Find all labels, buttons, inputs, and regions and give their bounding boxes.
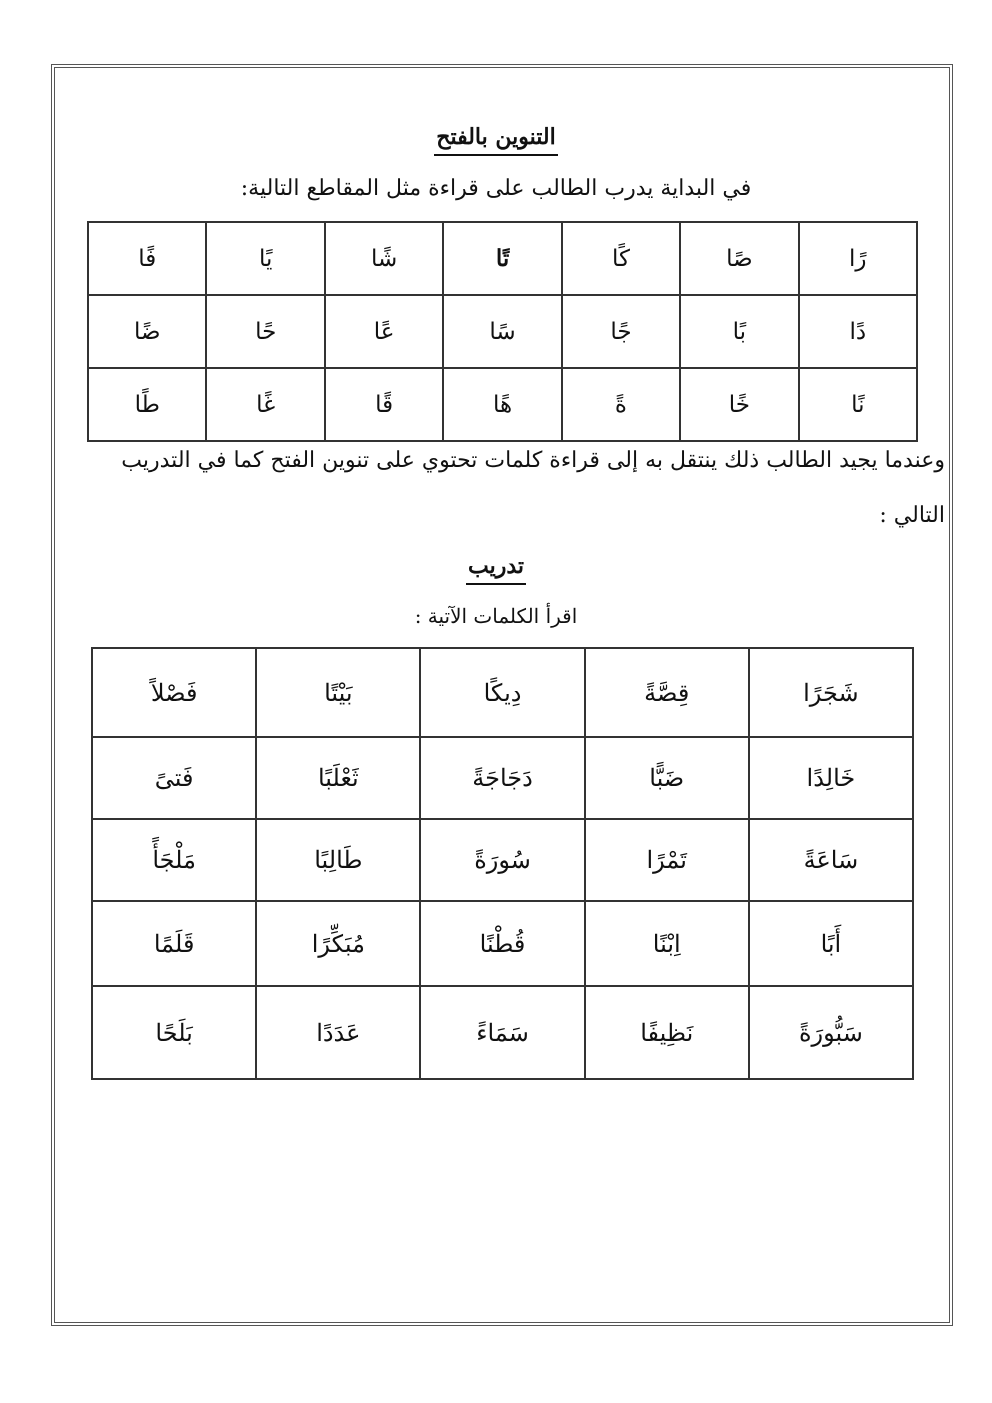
instruction-text: اقرأ الكلمات الآتية : xyxy=(414,604,578,628)
syllable-cell: رًا xyxy=(799,222,917,295)
table-row xyxy=(92,986,913,1079)
words-table xyxy=(91,647,914,1080)
syllable-cell: فًا xyxy=(88,222,206,295)
syllable-cell: جًا xyxy=(562,295,680,368)
table-row xyxy=(92,737,913,819)
word-cell: مَلْجَأً xyxy=(92,819,256,901)
heading-tanween-fath: التنوين بالفتح xyxy=(0,124,992,156)
table-row xyxy=(88,222,917,295)
word-cell: نَظِيفًا xyxy=(585,986,749,1079)
syllable-cell: صًا xyxy=(680,222,798,295)
paragraph-line-2: التالي : xyxy=(879,503,945,528)
word-cell: دِيكًا xyxy=(420,648,584,737)
word-cell: سُورَةً xyxy=(420,819,584,901)
word-cell: خَالِدًا xyxy=(749,737,913,819)
syllable-cell: غًا xyxy=(206,368,324,441)
syllable-cell: يًا xyxy=(206,222,324,295)
word-cell: تَمْرًا xyxy=(585,819,749,901)
syllable-cell: طًا xyxy=(88,368,206,441)
syllable-cell: نًا xyxy=(799,368,917,441)
word-cell: سَمَاءً xyxy=(420,986,584,1079)
syllables-table xyxy=(87,221,918,442)
word-cell: سَاعَةً xyxy=(749,819,913,901)
word-cell: سَبُّورَةً xyxy=(749,986,913,1079)
word-cell: قِصَّةً xyxy=(585,648,749,737)
paragraph-line-1: وعندما يجيد الطالب ذلك ينتقل به إلى قراءة كلمات تحتوي على تنوين الفتح كما في التدريب xyxy=(121,448,945,473)
word-cell: قُطْنًا xyxy=(420,901,584,986)
word-cell: ثَعْلَبًا xyxy=(256,737,420,819)
syllable-cell: بًا xyxy=(680,295,798,368)
word-cell: مُبَكِّرًا xyxy=(256,901,420,986)
syllable-cell: كًا xyxy=(562,222,680,295)
syllable-cell: سًا xyxy=(443,295,561,368)
table-row xyxy=(92,901,913,986)
word-cell: اِبْنًا xyxy=(585,901,749,986)
heading-exercise: تدريب xyxy=(0,553,992,585)
table-row xyxy=(92,648,913,737)
word-cell: طَالِبًا xyxy=(256,819,420,901)
word-cell: دَجَاجَةً xyxy=(420,737,584,819)
syllable-cell: تًا xyxy=(443,222,561,295)
table-row xyxy=(88,295,917,368)
word-cell: فَصْلاً xyxy=(92,648,256,737)
syllable-cell: هًا xyxy=(443,368,561,441)
table-row xyxy=(88,368,917,441)
syllable-cell: ةً xyxy=(562,368,680,441)
syllable-cell: حًا xyxy=(206,295,324,368)
word-cell: بَيْتًا xyxy=(256,648,420,737)
intro-text: في البداية يدرب الطالب على قراءة مثل المقاطع التالية: xyxy=(240,176,752,201)
word-cell: ضَبًّا xyxy=(585,737,749,819)
syllable-cell: شًا xyxy=(325,222,443,295)
word-cell: أَبًا xyxy=(749,901,913,986)
word-cell: فَتىً xyxy=(92,737,256,819)
word-cell: بَلَحًا xyxy=(92,986,256,1079)
syllable-cell: دًا xyxy=(799,295,917,368)
word-cell: قَلَمًا xyxy=(92,901,256,986)
syllable-cell: قًا xyxy=(325,368,443,441)
syllable-cell: عًا xyxy=(325,295,443,368)
word-cell: عَدَدًا xyxy=(256,986,420,1079)
syllable-cell: ضًا xyxy=(88,295,206,368)
syllable-cell: خًا xyxy=(680,368,798,441)
word-cell: شَجَرًا xyxy=(749,648,913,737)
table-row xyxy=(92,819,913,901)
